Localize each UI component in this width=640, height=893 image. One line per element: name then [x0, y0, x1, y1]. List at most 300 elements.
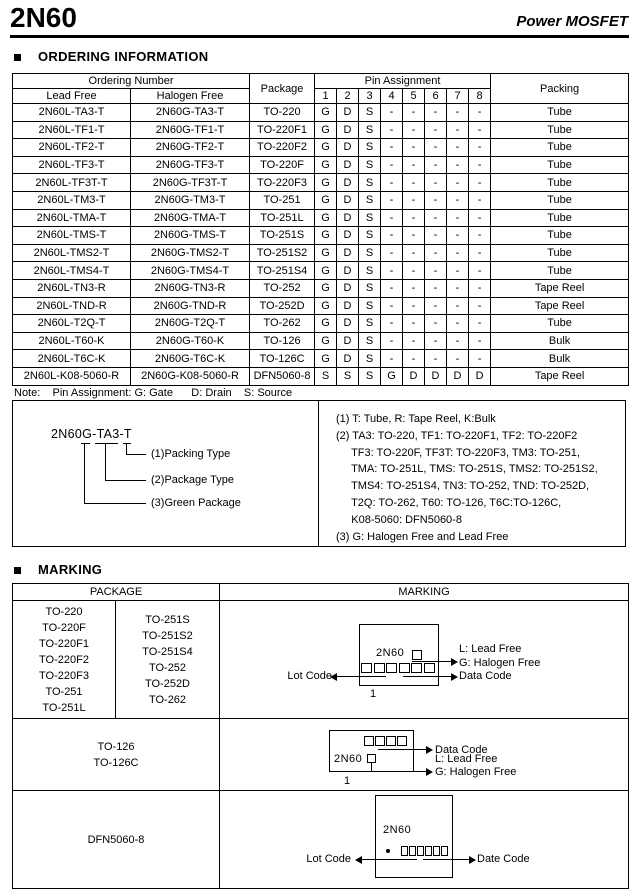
cell: - [403, 156, 425, 174]
package-name: DFN5060-8 [13, 791, 220, 889]
cell: Tape Reel [491, 279, 629, 297]
cell: - [381, 121, 403, 139]
cell: D [337, 139, 359, 157]
list-item: TO-252D [144, 677, 191, 690]
cell: Tube [491, 121, 629, 139]
cell: 2N60L-TMS-T [13, 227, 131, 245]
list-item: K08-5060: DFN5060-8 [336, 513, 462, 526]
cell: - [469, 104, 491, 122]
list-item: TO-220F2 [39, 653, 89, 666]
cell: TO-251L [250, 209, 315, 227]
cell: G [315, 121, 337, 139]
cell: - [403, 315, 425, 333]
header-rule [10, 35, 629, 38]
cell: - [403, 191, 425, 209]
table-row [13, 262, 629, 280]
cell: Tube [491, 174, 629, 192]
marking-diagram-to220 [220, 601, 629, 719]
cell: - [381, 156, 403, 174]
cell: D [337, 156, 359, 174]
label-data-code: Data Code [459, 670, 512, 682]
cell: Tube [491, 209, 629, 227]
connector-line [412, 661, 451, 662]
cell: S [359, 227, 381, 245]
cell: 2N60L-TMS4-T [13, 262, 131, 280]
cell: S [359, 209, 381, 227]
col-header-packing: Packing [491, 74, 629, 104]
cell: D [337, 174, 359, 192]
underline-green-code [81, 443, 90, 444]
pin-number: 8 [469, 89, 491, 104]
pin1-label: 1 [344, 775, 351, 787]
cell: - [447, 174, 469, 192]
cell: S [337, 367, 359, 385]
cell: - [447, 350, 469, 368]
connector-line [84, 444, 85, 504]
cell: G [315, 104, 337, 122]
cell: 2N60G-TMA-T [131, 209, 250, 227]
cell: - [381, 139, 403, 157]
cell: TO-252 [250, 279, 315, 297]
cell: - [381, 279, 403, 297]
cell: TO-251S4 [250, 262, 315, 280]
cell: - [447, 279, 469, 297]
cell: - [447, 227, 469, 245]
cell: 2N60G-TMS4-T [131, 262, 250, 280]
table-row [13, 244, 629, 262]
cell: TO-252D [250, 297, 315, 315]
cell: - [447, 104, 469, 122]
connector-line [403, 676, 451, 677]
list-item: TO-220F1 [39, 637, 89, 650]
package-outline [375, 795, 453, 878]
cell: 2N60G-TF3-T [131, 156, 250, 174]
table-row [13, 121, 629, 139]
cell: - [425, 174, 447, 192]
cell: G [315, 174, 337, 192]
cell: Tape Reel [491, 297, 629, 315]
cell: - [425, 121, 447, 139]
connector-line [337, 676, 386, 677]
cell: D [403, 367, 425, 385]
list-item: TO-262 [148, 693, 187, 706]
cell: - [403, 121, 425, 139]
cell: - [469, 156, 491, 174]
callout-package-type: (2)Package Type [151, 474, 234, 486]
cell: D [447, 367, 469, 385]
cell: TO-220F2 [250, 139, 315, 157]
pin-number: 5 [403, 89, 425, 104]
table-row [13, 139, 629, 157]
cell: - [469, 315, 491, 333]
cell: - [469, 121, 491, 139]
cell: D [337, 332, 359, 350]
table-row [13, 209, 629, 227]
cell: 2N60G-TND-R [131, 297, 250, 315]
cell: G [315, 350, 337, 368]
cell: S [315, 367, 337, 385]
cell: 2N60G-TF1-T [131, 121, 250, 139]
cell: 2N60L-K08-5060-R [13, 367, 131, 385]
cell: TO-220F [250, 156, 315, 174]
underline-packing-code [123, 443, 131, 444]
cell: - [381, 209, 403, 227]
cell: TO-220 [250, 104, 315, 122]
cell: - [403, 350, 425, 368]
cell: TO-126 [250, 332, 315, 350]
list-item: TO-251S [145, 613, 190, 626]
cell: TO-262 [250, 315, 315, 333]
cell: Tape Reel [491, 367, 629, 385]
cell: 2N60G-TF3T-T [131, 174, 250, 192]
cell: G [315, 156, 337, 174]
green-code-box [367, 754, 376, 763]
cell: - [381, 297, 403, 315]
code-boxes [364, 736, 407, 746]
pin-number: 2 [337, 89, 359, 104]
cell: D [337, 350, 359, 368]
col-header-halogen-free: Halogen Free [131, 89, 250, 104]
table-row [13, 367, 629, 385]
marking-part-text: 2N60 [383, 824, 412, 836]
col-header-lead-free: Lead Free [13, 89, 131, 104]
cell: - [447, 315, 469, 333]
label-halogen-free: G: Halogen Free [435, 766, 517, 778]
cell: - [381, 244, 403, 262]
cell: Bulk [491, 350, 629, 368]
cell: 2N60L-TF2-T [13, 139, 131, 157]
cell: 2N60G-TF2-T [131, 139, 250, 157]
cell: 2N60L-TF1-T [13, 121, 131, 139]
package-list-a [13, 601, 116, 719]
connector-line [84, 503, 146, 504]
arrow-right-icon [426, 746, 433, 754]
table-row [13, 227, 629, 245]
cell: Bulk [491, 332, 629, 350]
cell: - [469, 244, 491, 262]
cell: - [447, 156, 469, 174]
cell: S [359, 332, 381, 350]
cell: Tube [491, 104, 629, 122]
cell: TO-251S [250, 227, 315, 245]
cell: D [425, 367, 447, 385]
cell: - [425, 350, 447, 368]
connector-line [362, 859, 417, 860]
cell: S [359, 350, 381, 368]
cell: 2N60G-T60-K [131, 332, 250, 350]
table-header-row [13, 584, 629, 601]
cell: 2N60G-T6C-K [131, 350, 250, 368]
cell: 2N60L-TN3-R [13, 279, 131, 297]
cell: - [381, 262, 403, 280]
cell: - [469, 262, 491, 280]
cell: TO-251 [250, 191, 315, 209]
page-subtitle: Power MOSFET [516, 13, 628, 30]
cell: 2N60G-TA3-T [131, 104, 250, 122]
arrow-right-icon [469, 856, 476, 864]
cell: - [425, 244, 447, 262]
cell: D [337, 297, 359, 315]
marking-diagram-dfn [220, 791, 629, 889]
table-row [13, 279, 629, 297]
cell: S [359, 297, 381, 315]
cell: Tube [491, 156, 629, 174]
list-item: (3) G: Halogen Free and Lead Free [336, 530, 509, 543]
cell: G [315, 262, 337, 280]
connector-line [105, 480, 146, 481]
table-row [13, 315, 629, 333]
cell: D [337, 279, 359, 297]
pin-number: 6 [425, 89, 447, 104]
label-date-code: Date Code [477, 853, 530, 865]
cell: Tube [491, 244, 629, 262]
table-row [13, 104, 629, 122]
list-item: T2Q: TO-262, T60: TO-126, T6C:TO-126C, [336, 496, 562, 509]
pin-number: 7 [447, 89, 469, 104]
package-list-b [116, 601, 220, 719]
list-item: (2) TA3: TO-220, TF1: TO-220F1, TF2: TO-220F2 [336, 429, 578, 442]
list-item: TO-251S4 [142, 645, 193, 658]
list-item: TMS4: TO-251S4, TN3: TO-252, TND: TO-252D, [336, 480, 590, 493]
cell: G [381, 367, 403, 385]
cell: D [337, 191, 359, 209]
cell: S [359, 174, 381, 192]
page-title: 2N60 [10, 2, 77, 33]
table-row [13, 156, 629, 174]
label-data-code: Data Code [435, 744, 488, 756]
cell: - [469, 279, 491, 297]
cell: D [337, 244, 359, 262]
cell: TO-251S2 [250, 244, 315, 262]
cell: - [403, 262, 425, 280]
callout-green-package: (3)Green Package [151, 497, 241, 509]
connector-line [105, 444, 106, 481]
cell: S [359, 367, 381, 385]
cell: S [359, 279, 381, 297]
cell: 2N60L-T60-K [13, 332, 131, 350]
cell: 2N60L-T2Q-T [13, 315, 131, 333]
cell: 2N60G-T2Q-T [131, 315, 250, 333]
cell: - [381, 191, 403, 209]
cell: - [425, 104, 447, 122]
cell: - [447, 297, 469, 315]
cell: - [425, 156, 447, 174]
underline-package-code [95, 443, 118, 444]
label-lot-code: Lot Code [287, 670, 332, 682]
cell: 2N60G-TMS-T [131, 227, 250, 245]
ordering-table-body [13, 104, 629, 386]
table-row [13, 601, 629, 719]
cell: Tube [491, 262, 629, 280]
col-header-package: Package [250, 74, 315, 104]
pin-number: 4 [381, 89, 403, 104]
cell: - [447, 121, 469, 139]
cell: - [447, 209, 469, 227]
cell: 2N60G-TMS2-T [131, 244, 250, 262]
cell: - [469, 139, 491, 157]
section-bullet-icon [14, 54, 21, 61]
part-number-legend-box [12, 400, 626, 547]
cell: S [359, 315, 381, 333]
cell: D [337, 121, 359, 139]
table-row [13, 332, 629, 350]
cell: - [469, 174, 491, 192]
cell: D [469, 367, 491, 385]
arrow-left-icon [355, 856, 362, 864]
connector-line [371, 771, 426, 772]
cell: - [469, 297, 491, 315]
cell: - [425, 315, 447, 333]
cell: S [359, 156, 381, 174]
pin1-dot-icon [386, 849, 390, 853]
table-row [13, 191, 629, 209]
ordering-table [12, 73, 629, 386]
cell: G [315, 297, 337, 315]
cell: - [447, 332, 469, 350]
cell: - [447, 191, 469, 209]
col-header-marking: MARKING [220, 584, 629, 601]
cell: - [381, 315, 403, 333]
col-header-pin-assignment: Pin Assignment [315, 74, 491, 89]
marking-table [12, 583, 629, 889]
section-title-marking: MARKING [38, 562, 103, 577]
cell: G [315, 332, 337, 350]
cell: - [425, 332, 447, 350]
connector-line [423, 859, 469, 860]
cell: - [381, 332, 403, 350]
cell: Tube [491, 191, 629, 209]
cell: 2N60L-TF3T-T [13, 174, 131, 192]
cell: 2N60L-TF3-T [13, 156, 131, 174]
section-title-ordering: ORDERING INFORMATION [38, 49, 209, 64]
cell: DFN5060-8 [250, 367, 315, 385]
cell: - [425, 227, 447, 245]
table-row [13, 297, 629, 315]
cell: S [359, 191, 381, 209]
cell: - [381, 174, 403, 192]
cell: - [425, 279, 447, 297]
cell: 2N60G-TN3-R [131, 279, 250, 297]
section-bullet-icon [14, 567, 21, 574]
table-row [13, 174, 629, 192]
list-item: TF3: TO-220F, TF3T: TO-220F3, TM3: TO-251, [336, 446, 580, 459]
cell: 2N60G-K08-5060-R [131, 367, 250, 385]
arrow-right-icon [426, 768, 433, 776]
pin-number: 3 [359, 89, 381, 104]
cell: 2N60L-T6C-K [13, 350, 131, 368]
arrow-right-icon [451, 658, 458, 666]
cell: - [381, 104, 403, 122]
cell: - [403, 104, 425, 122]
marking-diagram-to126 [220, 719, 629, 791]
cell: - [469, 332, 491, 350]
cell: TO-220F3 [250, 174, 315, 192]
cell: - [403, 332, 425, 350]
list-item: TO-126C [93, 756, 139, 769]
cell: D [337, 104, 359, 122]
cell: - [469, 209, 491, 227]
table-row [13, 791, 629, 889]
cell: - [447, 244, 469, 262]
cell: - [403, 244, 425, 262]
legend-text [318, 401, 626, 546]
cell: - [469, 350, 491, 368]
cell: - [403, 174, 425, 192]
label-lead-free: L: Lead Free [459, 643, 522, 655]
green-code-box [412, 650, 422, 660]
cell: D [337, 315, 359, 333]
cell: G [315, 315, 337, 333]
marking-part-text: 2N60 [376, 647, 405, 659]
cell: - [469, 191, 491, 209]
cell: TO-126C [250, 350, 315, 368]
cell: - [425, 297, 447, 315]
connector-line [378, 749, 426, 750]
cell: - [403, 139, 425, 157]
cell: TO-220F1 [250, 121, 315, 139]
cell: S [359, 104, 381, 122]
cell: D [337, 262, 359, 280]
cell: S [359, 262, 381, 280]
cell: G [315, 244, 337, 262]
cell: 2N60G-TM3-T [131, 191, 250, 209]
cell: Tube [491, 315, 629, 333]
cell: 2N60L-TMS2-T [13, 244, 131, 262]
connector-line [126, 454, 146, 455]
table-row [13, 350, 629, 368]
cell: - [381, 350, 403, 368]
cell: G [315, 139, 337, 157]
cell: S [359, 244, 381, 262]
cell: - [403, 209, 425, 227]
list-item: TO-220 [45, 605, 83, 618]
code-boxes [401, 846, 448, 856]
cell: G [315, 227, 337, 245]
list-item: TO-220F3 [39, 669, 89, 682]
cell: - [381, 227, 403, 245]
package-list [13, 719, 220, 791]
pin-assignment-note: Note: Pin Assignment: G: Gate D: Drain S: Source [14, 387, 293, 399]
list-item: (1) T: Tube, R: Tape Reel, K:Bulk [336, 413, 496, 425]
cell: D [337, 227, 359, 245]
cell: - [403, 227, 425, 245]
pin-number: 1 [315, 89, 337, 104]
cell: - [403, 297, 425, 315]
cell: - [403, 279, 425, 297]
cell: - [447, 139, 469, 157]
cell: - [447, 262, 469, 280]
list-item: TO-251 [45, 685, 83, 698]
list-item: TO-252 [148, 661, 187, 674]
cell: - [425, 191, 447, 209]
cell: G [315, 279, 337, 297]
marking-part-text: 2N60 [334, 753, 363, 765]
label-lead-free: L: Lead Free [435, 753, 498, 765]
cell: Tube [491, 227, 629, 245]
label-lot-code: Lot Code [306, 853, 351, 865]
list-item: TO-251L [42, 701, 86, 714]
cell: 2N60L-TA3-T [13, 104, 131, 122]
arrow-right-icon [451, 673, 458, 681]
pin1-label: 1 [370, 688, 377, 700]
list-item: TMA: TO-251L, TMS: TO-251S, TMS2: TO-251S2, [336, 463, 598, 476]
list-item: TO-251S2 [142, 629, 193, 642]
cell: S [359, 121, 381, 139]
callout-packing-type: (1)Packing Type [151, 448, 231, 460]
cell: G [315, 209, 337, 227]
list-item: TO-126 [97, 740, 135, 753]
cell: - [425, 139, 447, 157]
